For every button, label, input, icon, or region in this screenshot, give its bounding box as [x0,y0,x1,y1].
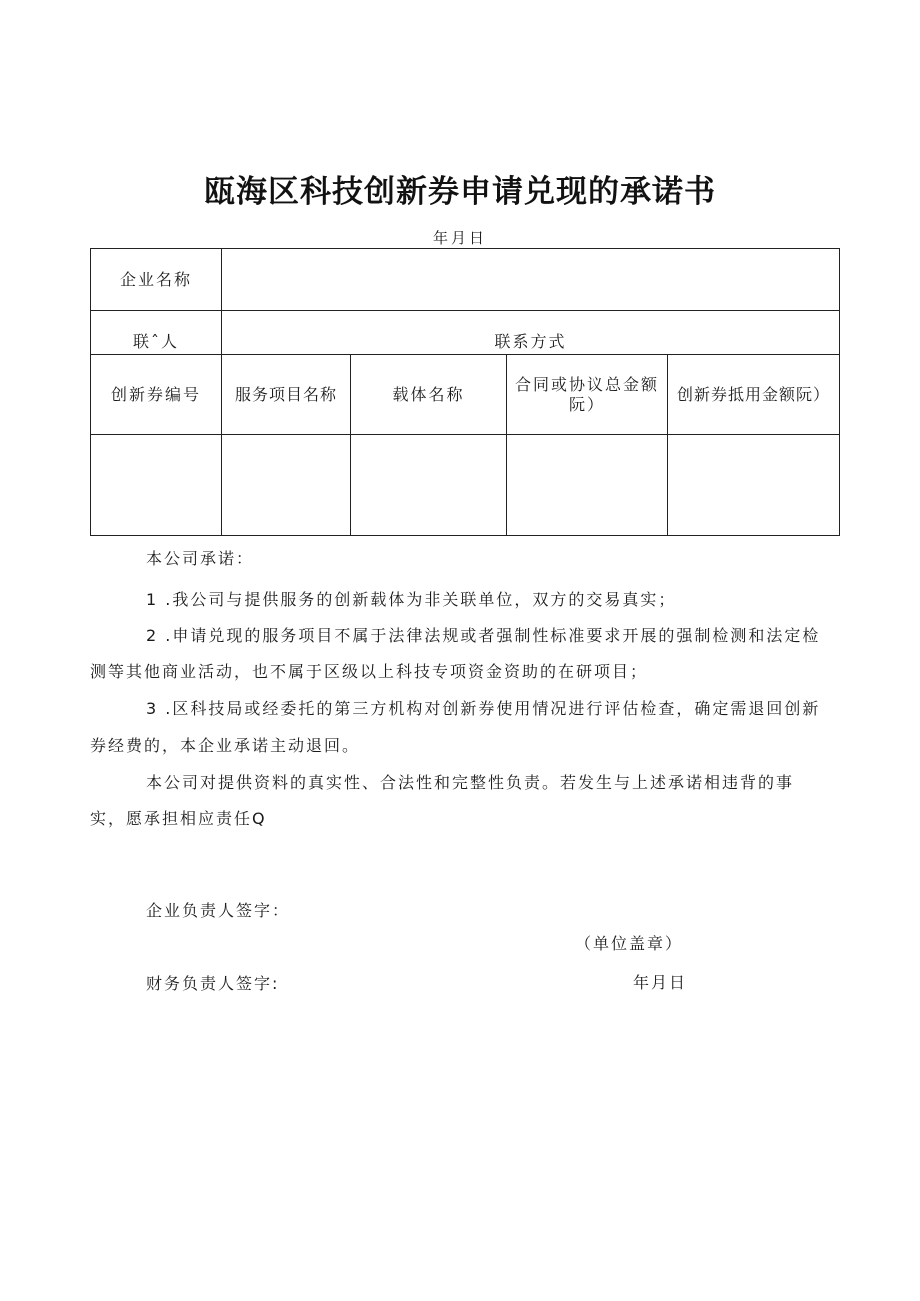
contact-method-cell[interactable] [222,311,840,355]
document-title: 瓯海区科技创新券申请兑现的承诺书 [204,174,716,210]
commitment-item-2-line-2: 测等其他商业活动，也不属于区级以上科技专项资金资助的在研项目； [90,662,649,681]
header-contract-amount-text: 合同或协议总金额阮） [515,374,660,414]
header-date: 年月日 [432,229,487,247]
cell-voucher-amount[interactable] [668,435,840,536]
contact-person-label: 联ˆ人 [91,311,222,355]
company-label: 企业名称 [91,249,222,311]
table-row [91,435,840,536]
closing-line-2: 实，愿承担相应责任Q [90,809,267,828]
header-voucher-amount: 创新券抵用金额阮） [668,355,840,435]
cell-carrier-name[interactable] [351,435,507,536]
seal-label: （单位盖章） [575,934,684,953]
cell-voucher-number[interactable] [91,435,222,536]
commitment-item-2-line-1: 2 .申请兑现的服务项目不属于法律法规或者强制性标准要求开展的强制检测和法定检 [146,626,821,645]
finance-signer-label: 财务负责人签字: [146,974,280,993]
commitment-item-1: 1 .我公司与提供服务的创新载体为非关联单位，双方的交易真实； [146,590,677,609]
application-table [90,248,840,536]
header-contract-amount [507,355,668,435]
commitment-intro: 本公司承诺： [146,549,255,568]
commitment-item-3-line-2: 券经费的，本企业承诺主动退回。 [90,736,361,755]
header-voucher-number: 创新券编号 [91,355,222,435]
company-row [91,249,840,311]
commitment-item-3-line-1: 3 .区科技局或经委托的第三方机构对创新券使用情况进行评估检查，确定需退回创新 [146,699,821,718]
table-header-row [91,355,840,435]
contact-method-label: 联系方式 [494,332,567,351]
header-carrier-name: 载体名称 [351,355,507,435]
contact-row [91,311,840,355]
closing-line-1: 本公司对提供资料的真实性、合法性和完整性负责。若发生与上述承诺相违背的事 [146,773,795,792]
company-field[interactable] [222,249,840,311]
cell-service-item[interactable] [222,435,351,536]
header-service-item: 服务项目名称 [222,355,351,435]
enterprise-signer-label: 企业负责人签字： [146,901,291,920]
signature-date: 年月日 [633,973,688,992]
cell-contract-amount[interactable] [507,435,668,536]
